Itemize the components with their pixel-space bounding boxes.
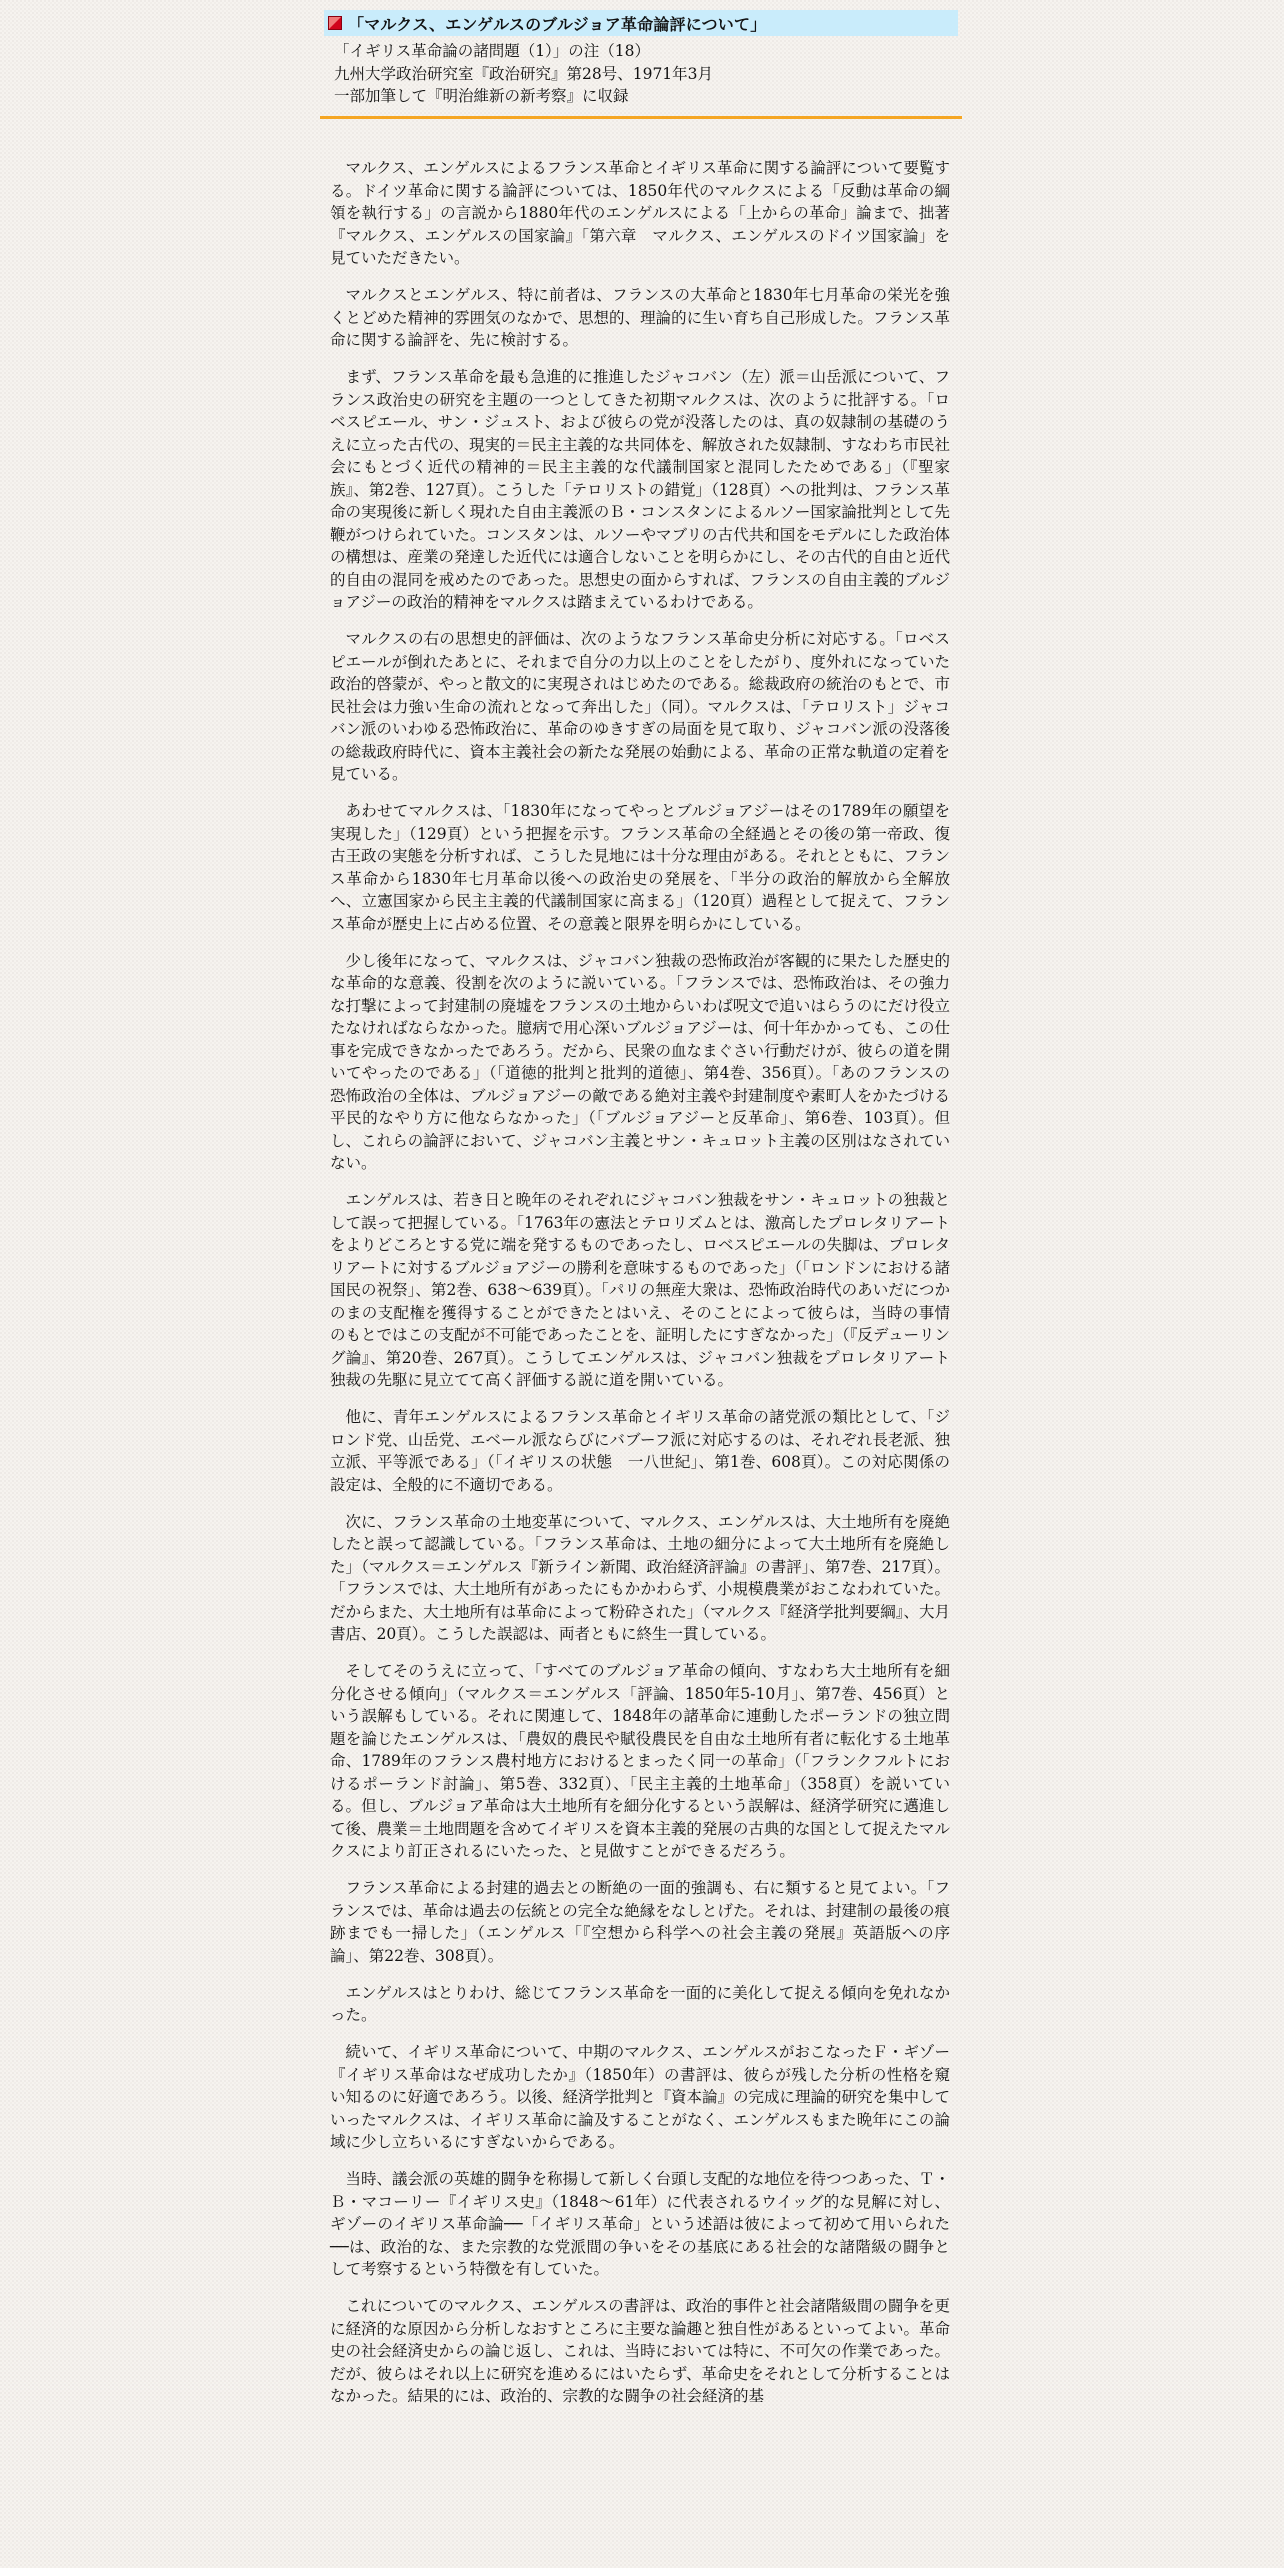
paragraph: エンゲルスは、若き日と晩年のそれぞれにジャコバン独裁をサン・キュロットの独裁として誤って把握している。「1763年の憲法とテロリズムとは、激高したプロレタリアートをよりどころとする党に端を発するものであったし、ロベスピエールの失脚は、プロレタリアートに対するブルジョアジーの勝利を意味するものであった」（「ロンドンにおける諸国民の祝祭」、第2巻、638～639頁）。「パリの無産大衆は、恐怖政治時代のあいだにつかのまの支配権を獲得することができたとはいえ、そのことによって彼らは，当時の事情のもとではこの支配が不可能であったことを、証明したにすぎなかった」（『反デューリング論』、第20巻、267頁）。こうしてエンゲルスは、ジャコバン独裁をプロレタリアート独裁の先駆に見立てて高く評価する説に道を開いている。 (330, 1191, 950, 1389)
title-bar (324, 10, 958, 36)
paragraph: エンゲルスはとりわけ、総じてフランス革命を一面的に美化して捉える傾向を免れなかった。 (330, 1983, 950, 2024)
paragraph: 当時、議会派の英雄的闘争を称揚して新しく台頭し支配的な地位を待つつあった、Ｔ・Ｂ・マコーリー『イギリス史』（1848～61年）に代表されるウイッグ的な見解に対し、ギゾーのイギリス革命論──「イギリス革命」という述語は彼によって初めて用いられた──は、政治的な、また宗教的な党派間の争いをその基底にある社会的な諸階級の闘争として考察するという特徴を有していた。 (330, 2170, 950, 2278)
red-square-bullet-icon (328, 16, 342, 30)
page-title: 「マルクス、エンゲルスのブルジョア革命論評について」 (348, 14, 767, 34)
source-line: 九州大学政治研究室『政治研究』第28号、1971年3月 (334, 64, 714, 83)
paragraph: そしてそのうえに立って、「すべてのブルジョア革命の傾向、すなわち大土地所有を細分化させる傾向」（マルクス＝エンゲルス「評論、1850年5-10月」、第7巻、456頁）という誤解もしている。それに関連して、1848年の諸革命に連動したポーランドの独立問題を論じたエンゲルスは、「農奴的農民や賦役農民を自由な土地所有者に転化する土地革命、1789年のフランス農村地方におけるとまったく同一の革命」（「フランクフルトにおけるポーランド討論」、第5巻、332頁）、「民主主義的土地革命」（358頁）を説いている。但し、ブルジョア革命は大土地所有を細分化するという誤解は、経済学研究に邁進して後、農業＝土地問題を含めてイギリスを資本主義的発展の古典的な国として捉えたマルクスにより訂正されるにいたった、と見做すことができるだろう。 (330, 1662, 950, 1860)
paragraph: 続いて、イギリス革命について、中期のマルクス、エンゲルスがおこなったＦ・ギゾー『イギリス革命はなぜ成功したか』（1850年）の書評は、彼らが残した分析の性格を窺い知るのに好適であろう。以後、経済学批判と『資本論』の完成に理論的研究を集中していったマルクスは、イギリス革命に論及することがなく、エンゲルスもまた晩年にこの論域に少し立ちいるにすぎないからである。 (330, 2043, 951, 2151)
paragraph: 次に、フランス革命の土地変革について、マルクス、エンゲルスは、大土地所有を廃絶したと誤って認識している。「フランス革命は、土地の細分によって大土地所有を廃絶した」（マルクス＝エンゲルス『新ライン新聞、政治経済評論』の書評」、第7巻、217頁）。「フランスでは、大土地所有があったにもかかわらず、小規模農業がおこなわれていた。だからまた、大土地所有は革命によって粉砕された」（マルクス『経済学批判要綱』、大月書店、20頁）。こうした誤認は、両者ともに終生一貫している。 (330, 1512, 950, 1643)
paragraph: まず、フランス革命を最も急進的に推進したジャコバン（左）派＝山岳派について、フランス政治史の研究を主題の一つとしてきた初期マルクスは、次のように批評する。「ロベスピエール、サン・ジュスト、および彼らの党が没落したのは、真の奴隷制の基礎のうえに立った古代の、現実的＝民主主義的な共同体を、解放された奴隷制、すなわち市民社会にもとづく近代の精神的＝民主主義的な代議制国家と混同したためである」（『聖家族』、第2巻、127頁）。こうした「テロリストの錯覚」（128頁）への批判は、フランス革命の実現後に新しく現れた自由主義派のＢ・コンスタンによるルソー国家論批判として先鞭がつけられていた。コンスタンは、ルソーやマブリの古代共和国をモデルにした政治体の構想は、産業の発達した近代には適合しないことを明らかにし、その古代的自由と近代的自由の混同を戒めたのであった。思想史の面からすれば、フランスの自由主義的ブルジョアジーの政治的精神をマルクスは踏まえているわけである。 (330, 368, 951, 611)
source-line: 一部加筆して『明治維新の新考察』に収録 (334, 87, 629, 105)
article-body (330, 157, 950, 2422)
paragraph: 少し後年になって、マルクスは、ジャコバン独裁の恐怖政治が客観的に果たした歴史的な革命的な意義、役割を次のように説いている。「フランスでは、恐怖政治は、その強力な打撃によって封建制の廃墟をフランスの土地からいわば呪文で追いはらうのにだけ役立たなければならなかった。臆病で用心深いブルジョアジーは、何十年かかっても、この仕事を完成できなかったであろう。だから、民衆の血なまぐさい行動だけが、彼らの道を開いてやったのである」（「道徳的批判と批判的道徳」、第4巻、356頁）。「あのフランスの恐怖政治の全体は、ブルジョアジーの敵である絶対主義や封建制度や素町人をかたづける平民的なやり方に他ならなかった」（「ブルジョアジーと反革命」、第6巻、103頁）。但し、これらの論評において、ジャコバン主義とサン・キュロット主義の区別はなされていない。 (330, 951, 951, 1172)
source-note (334, 40, 713, 108)
paragraph: マルクスの右の思想史的評価は、次のようなフランス革命史分析に対応する。「ロベスピエールが倒れたあとに、それまで自分の力以上のことをしたがり、度外れになっていた政治的啓蒙が、やっと散文的に実現されはじめたのである。総裁政府の統治のもとで、市民社会は力強い生命の流れとなって奔出した」（同）。マルクスは、「テロリスト」ジャコバン派のいわゆる恐怖政治に、革命のゆきすぎの局面を見て取り、ジャコバン派の没落後の総裁政府時代に、資本主義社会の新たな発展の始動による、革命の正常な軌道の定着を見ている。 (330, 630, 951, 783)
paragraph: マルクスとエンゲルス、特に前者は、フランスの大革命と1830年七月革命の栄光を強くとどめた精神的雰囲気のなかで、思想的、理論的に生い育ち自己形成した。フランス革命に関する論評を、先に検討する。 (330, 286, 950, 349)
orange-divider (320, 116, 962, 119)
paragraph: フランス革命による封建的過去との断絶の一面的強調も、右に類すると見てよい。「フランスでは、革命は過去の伝統との完全な絶縁をなしとげた。それは、封建制の最後の痕跡までも一掃した」（エンゲルス「『空想から科学への社会主義の発展』英語版への序論」、第22巻、308頁）。 (330, 1879, 950, 1965)
source-line: 「イギリス革命論の諸問題（1）」の注（18） (334, 42, 651, 60)
paragraph: これについてのマルクス、エンゲルスの書評は、政治的事件と社会諸階級間の闘争を更に経済的な原因から分析しなおすところに主要な論趣と独自性があるといってよい。革命史の社会経済史からの論じ返し、これは、当時においては特に、不可欠の作業であった。だが、彼らはそれ以上に研究を進めるにはいたらず、革命史をそれとして分析することはなかった。結果的には、政治的、宗教的な闘争の社会経済的基 (330, 2297, 951, 2405)
paragraph: 他に、青年エンゲルスによるフランス革命とイギリス革命の諸党派の類比として、「ジロンド党、山岳党、エベール派ならびにバブーフ派に対応するのは、それぞれ長老派、独立派、平等派である」（「イギリスの状態 一八世紀」、第1巻、608頁）。この対応関係の設定は、全般的に不適切である。 (330, 1408, 950, 1494)
paragraph: マルクス、エンゲルスによるフランス革命とイギリス革命に関する論評について要覧する。ドイツ革命に関する論評については、1850年代のマルクスによる「反動は革命の綱領を執行する」の言説から1880年代のエンゲルスによる「上からの革命」論まで、拙著『マルクス、エンゲルスの国家論』「第六章 マルクス、エンゲルスのドイツ国家論」を見ていただきたい。 (330, 159, 950, 267)
paragraph: あわせてマルクスは、「1830年になってやっとブルジョアジーはその1789年の願望を実現した」（129頁）という把握を示す。フランス革命の全経過とその後の第一帝政、復古王政の実態を分析すれば、こうした見地には十分な理由がある。それとともに、フランス革命から1830年七月革命以後への政治史の発展を、「半分の政治的解放から全解放へ、立憲国家から民主主義的代議制国家に高まる」（120頁）過程として捉えて、フランス革命が歴史上に占める位置、その意義と限界を明らかにしている。 (330, 802, 951, 933)
